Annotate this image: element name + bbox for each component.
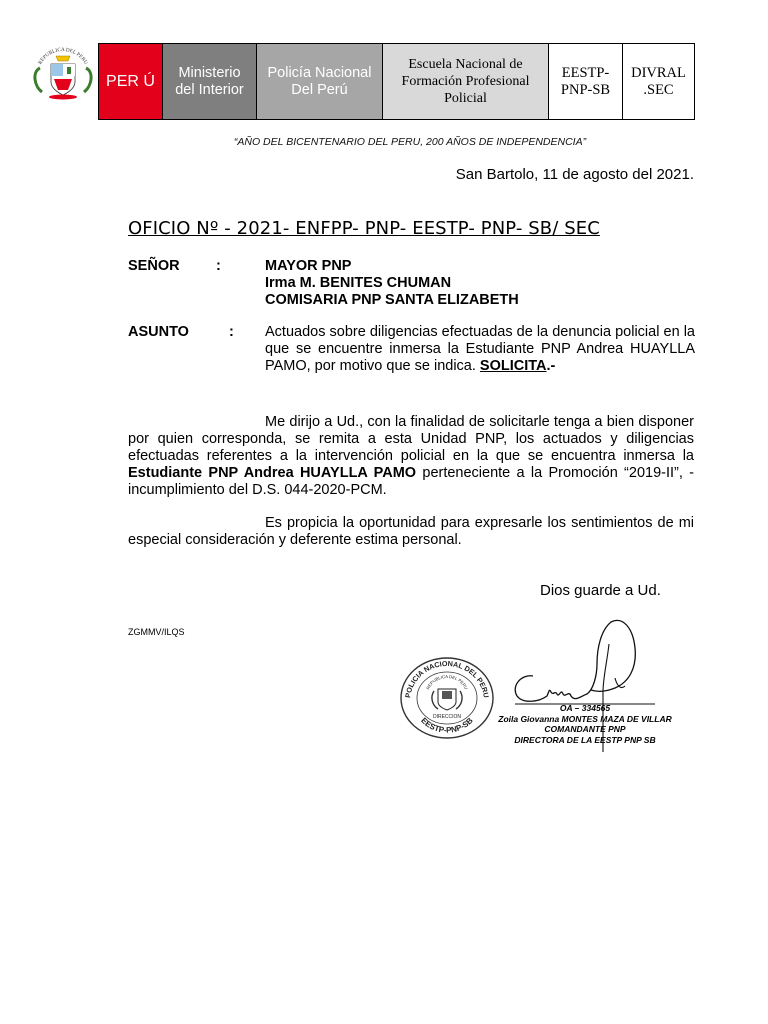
subject-body: Actuados sobre diligencias efectuadas de la denuncia policial en la que se encuentre inmersa la Estudiante PNP Andrea HUAYLLA PAMO, por motivo que se indica. (265, 324, 695, 374)
document-date: San Bartolo, 11 de agosto del 2021. (455, 166, 694, 183)
body-paragraph-1 (128, 414, 694, 499)
body-p1-bold: Estudiante PNP Andrea HUAYLLA PAMO (128, 465, 417, 481)
body-p1-part1: Me dirijo a Ud., con la finalidad de solicitarle tenga a bien disponer por quien corresponda, se remita a esta Unidad PNP, los actuados y diligencias efectuadas referentes a la intervención policial en la que se encuentra inmersa la (128, 414, 694, 464)
subject-text (265, 324, 695, 375)
body-p1-part2: perteneciente a la Promoción “2019-II”, - incumplimiento del D.S. 044-2020-PCM. (128, 465, 694, 498)
signer-position: DIRECTORA DE LA EESTP PNP SB (514, 734, 656, 745)
signer-name: Zoila Giovanna MONTES MAZA DE VILLAR (498, 713, 672, 724)
header-policia-cell: Policía Nacional Del Perú (257, 44, 383, 119)
oficio-title: OFICIO Nº - 2021- ENFPP- PNP- EESTP- PNP- SB/ SEC (128, 218, 600, 239)
seal-bottom-text: EESTP-PNP-SB (419, 715, 475, 735)
addressee-colon: : (216, 258, 221, 274)
subject-label: ASUNTO (128, 324, 189, 340)
header-divral-cell: DIVRAL .SEC (623, 44, 694, 119)
addressee-line-2: Irma M. BENITES CHUMAN (265, 275, 452, 291)
header-eestp-cell: EESTP- PNP-SB (549, 44, 623, 119)
body-p2: Es propicia la oportunidad para expresarle los sentimientos de mi especial consideración y deferente estima personal. (128, 515, 694, 548)
year-motto: “AÑO DEL BICENTENARIO DEL PERU, 200 AÑOS DE INDEPENDENCIA” (233, 136, 587, 148)
svg-text:REPUBLICA DEL PERU (425, 674, 469, 690)
subject-action: SOLICITA (479, 358, 547, 374)
signer-rank: COMANDANTE PNP (544, 724, 626, 734)
reference-initials: ZGMMV/ILQS (128, 627, 185, 637)
subject-colon: : (229, 324, 234, 340)
subject-action-suffix: .- (546, 358, 556, 374)
seal-center-text: DIRECCION (432, 714, 462, 720)
header-escuela-cell: Escuela Nacional de Formación Profesional Policial (383, 44, 549, 119)
header-ministerio-cell: Ministerio del Interior (163, 44, 257, 119)
signer-code: OA – 334565 (559, 703, 611, 713)
body-paragraph-2 (128, 515, 694, 549)
seal-inner-text: REPUBLICA DEL PERU (425, 673, 469, 691)
seal-outer-text: POLICIA NACIONAL DEL PERU (403, 658, 491, 699)
header-bar (98, 43, 695, 120)
closing-text: Dios guarde a Ud. (540, 582, 661, 599)
peru-coat-of-arms-icon (28, 42, 98, 104)
addressee-line-3: COMISARIA PNP SANTA ELIZABETH (265, 292, 519, 308)
addressee-label: SEÑOR (128, 258, 180, 274)
crest-text: REPUBLICA DEL PERU (37, 46, 89, 66)
signer-block (470, 703, 700, 745)
addressee-line-1: MAYOR PNP (265, 258, 352, 274)
header-peru-cell: PER Ú (99, 44, 163, 119)
addressee-block (265, 258, 519, 309)
